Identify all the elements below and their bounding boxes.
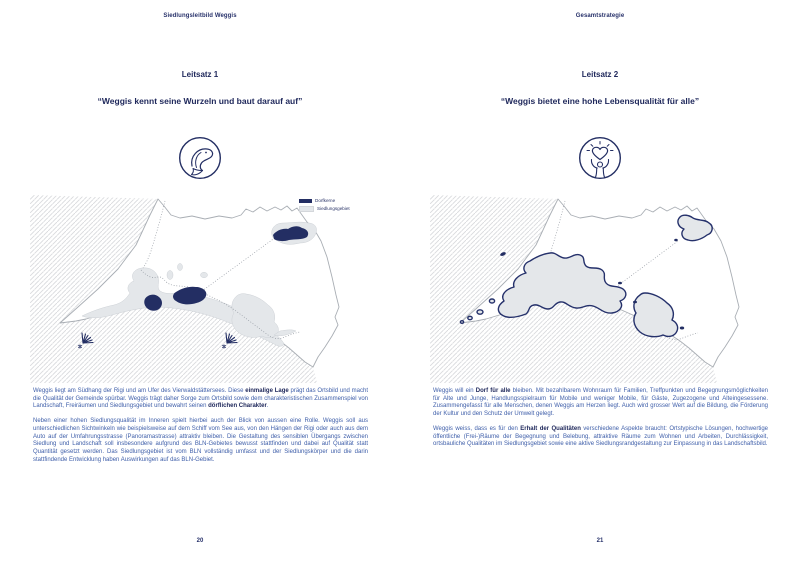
text-segment-bold: dörflichen Charakter <box>208 403 267 410</box>
text-segment: Weggis liegt am Südhang der Rigi und am Ufer des Vierwaldstättersees. Diese <box>33 388 246 394</box>
text-segment: bleiben. Mit bezahlbarem Wohnraum für Familien, Treffpunkten und Begegnungsmöglichkeiten für Alte und Junge, Handlungsspielraum für Mobile und weniger Mobile, für Gäste, Zugezogene und Alteingesessene. Zusammengefasst für alle Menschen, denen Weggis am Herzen liegt. Auch wird grosser Wert auf die Bildung, die Förderung der Kultur und den Schutz der Umwelt gelegt. <box>433 388 768 418</box>
page-header: Gesamtstrategie <box>575 13 625 19</box>
text-segment: prägt das Ortsbild und macht die Qualität der Gemeinde spürbar. Weggis trägt daher Sorge zum Ortsbild sowie dem charakteristischen Zusammenspiel von Landschaft, Freiräumen und Siedlungsgebiet und bewahrt seinen <box>33 388 368 410</box>
legend-item-siedlungsgebiet <box>299 206 350 213</box>
text-segment: . <box>266 403 269 410</box>
paragraph-1 <box>433 388 768 419</box>
legend-item-dorfkerne <box>299 198 350 204</box>
fish-icon <box>178 136 222 180</box>
leitsatz-title: Leitsatz 2 <box>581 70 619 79</box>
text-segment-bold: einmalige Lage <box>245 388 289 394</box>
map-leitsatz-2 <box>430 195 796 385</box>
body-text <box>33 388 368 471</box>
page-right <box>400 0 800 566</box>
community-heart-icon <box>578 136 622 180</box>
map-leitsatz-1 <box>30 195 396 385</box>
leitsatz-title: Leitsatz 1 <box>181 70 219 79</box>
legend-swatch-navy <box>299 199 312 204</box>
paragraph-2 <box>433 426 768 449</box>
legend-swatch-gray <box>299 206 314 213</box>
paragraph-1 <box>33 388 368 411</box>
page-number: 20 <box>196 538 204 544</box>
text-segment: Weggis will ein <box>433 388 476 394</box>
text-segment-bold: Dorf für alle <box>475 388 511 394</box>
text-segment-bold: Erhalt der Qualitäten <box>520 425 581 432</box>
page-header: Siedlungsleitbild Weggis <box>163 13 237 19</box>
text-segment: verschiedene Aspekte braucht: Ortstypische Lösungen, hochwertige öffentliche (Frei-)Räume der Begegnung und Belebung, attraktive Räume zum Wohnen und Arbeiten, Durchlässigkeit, ortsbauliche Qualitäten im Siedlungsgebiet sowie eine aktive Siedlungsrandgestaltung zur Einpassung in das Landschaftsbild. <box>433 425 768 448</box>
leitsatz-quote: “Weggis kennt seine Wurzeln und baut darauf auf” <box>97 96 303 106</box>
map-legend <box>299 198 350 214</box>
text-segment: Weggis weiss, dass es für den <box>433 425 521 432</box>
body-text <box>433 388 768 456</box>
leitsatz-quote: “Weggis bietet eine hohe Lebensqualität für alle” <box>500 96 700 106</box>
legend-label: Siedlungsgebiet <box>317 206 350 211</box>
legend-label: Dorfkerne <box>315 198 336 203</box>
paragraph-2: Neben einer hohen Siedlungsqualität im Inneren spielt hierbei auch der Blick von aussen eine Rolle. Weggis soll aus unterschiedlichen Sichtwinkeln wie beispielsweise auf dem Schiff vom See aus, von den Hängen der Rigi oder auch aus dem Auto auf der Umfahrungsstrasse (Panoramastrasse) attraktiv bleiben. Die Gestaltung des sensiblen Übergangs zwischen Siedlung und Landschaft soll insbesondere aufgrund des BLN-Gebietes bewusst stattfinden und dabei auf Qualität statt Quantität gesetzt werden. Das Siedlungsgebiet ist vom BLN vollständig umfasst und der Siedlungskörper und die darin stattfindende Entwicklung haben Auswirkungen auf das BLN-Gebiet. <box>33 418 368 463</box>
page-number: 21 <box>596 538 604 544</box>
